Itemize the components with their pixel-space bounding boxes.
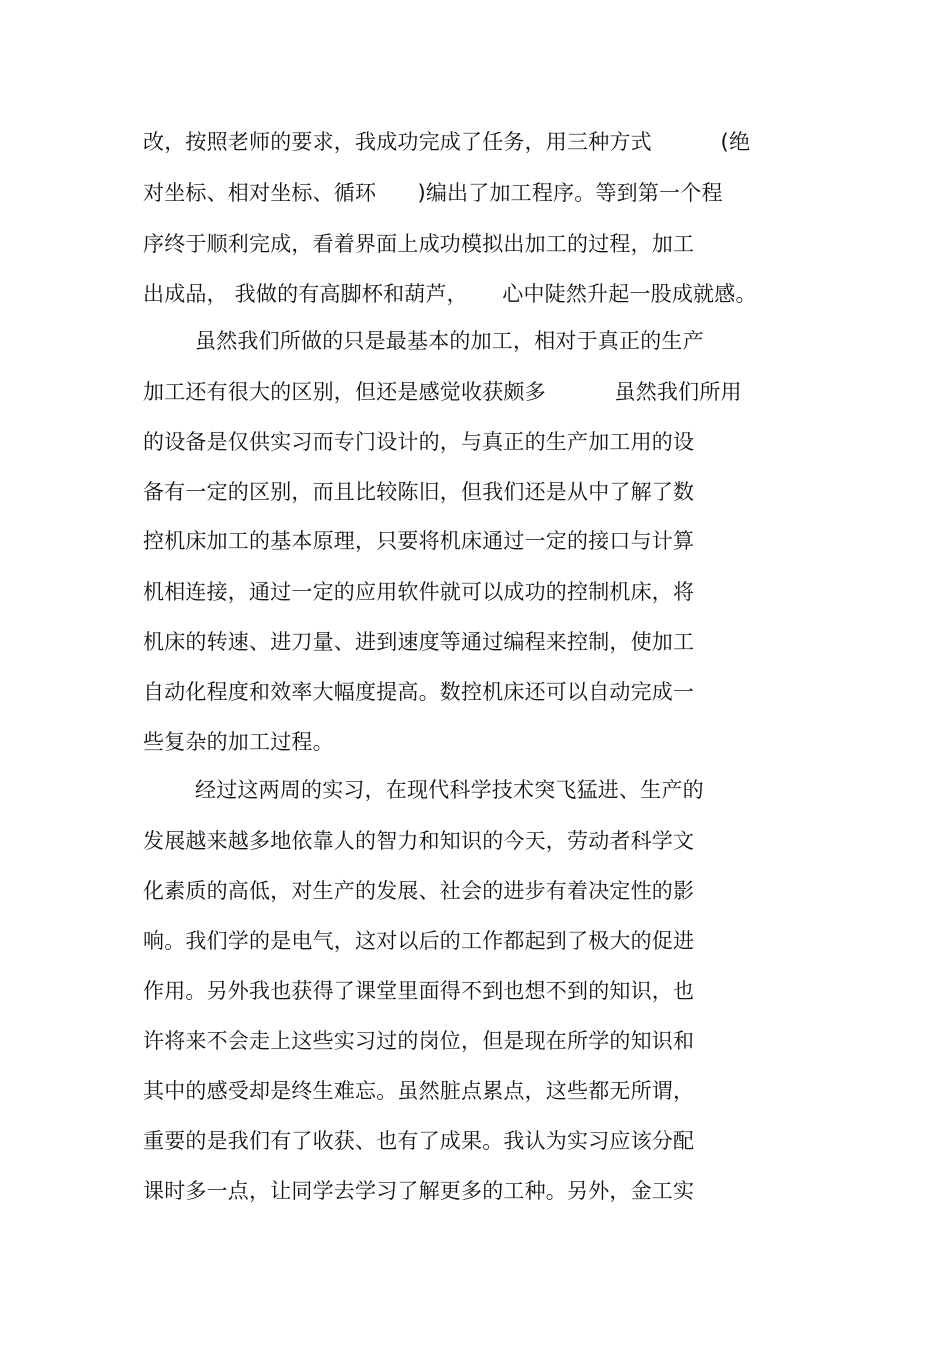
text-line: 的设备是仅供实习而专门设计的，与真正的生产加工用的设 [143, 430, 695, 454]
text-line: 加工还有很大的区别，但还是感觉收获颇多 虽然我们所用 [143, 380, 742, 404]
text-line: 作用。另外我也获得了课堂里面得不到也想不到的知识，也 [143, 979, 695, 1003]
text-line: 经过这两周的实习，在现代科学技术突飞猛进、生产的 [195, 778, 704, 802]
text-line: 对坐标、相对坐标、循环 )编出了加工程序。等到第一个程 [143, 181, 723, 205]
text-line: 控机床加工的基本原理，只要将机床通过一定的接口与计算 [143, 529, 695, 553]
text-line: 响。我们学的是电气，这对以后的工作都起到了极大的促进 [143, 929, 695, 953]
text-line: 些复杂的加工过程。 [143, 730, 334, 754]
text-line: 课时多一点，让同学去学习了解更多的工种。另外，金工实 [143, 1179, 695, 1203]
text-line: 化素质的高低，对生产的发展、社会的进步有着决定性的影 [143, 879, 695, 903]
text-line: 出成品， 我做的有高脚杯和葫芦， 心中陡然升起一股成就感。 [143, 282, 757, 306]
text-line: 机床的转速、进刀量、进到速度等通过编程来控制，使加工 [143, 630, 695, 654]
text-line: 自动化程度和效率大幅度提高。数控机床还可以自动完成一 [143, 680, 695, 704]
text-line: 重要的是我们有了收获、也有了成果。我认为实习应该分配 [143, 1129, 695, 1153]
text-line: 虽然我们所做的只是最基本的加工，相对于真正的生产 [195, 329, 704, 353]
text-line: 改，按照老师的要求，我成功完成了任务，用三种方式 (绝 [143, 130, 751, 154]
text-line: 序终于顺利完成，看着界面上成功模拟出加工的过程，加工 [143, 232, 695, 256]
text-line: 其中的感受却是终生难忘。虽然脏点累点，这些都无所谓， [143, 1079, 695, 1103]
text-line: 许将来不会走上这些实习过的岗位，但是现在所学的知识和 [143, 1029, 695, 1053]
text-line: 备有一定的区别，而且比较陈旧，但我们还是从中了解了数 [143, 480, 695, 504]
text-line: 机相连接，通过一定的应用软件就可以成功的控制机床，将 [143, 580, 695, 604]
text-line: 发展越来越多地依靠人的智力和知识的今天，劳动者科学文 [143, 829, 695, 853]
